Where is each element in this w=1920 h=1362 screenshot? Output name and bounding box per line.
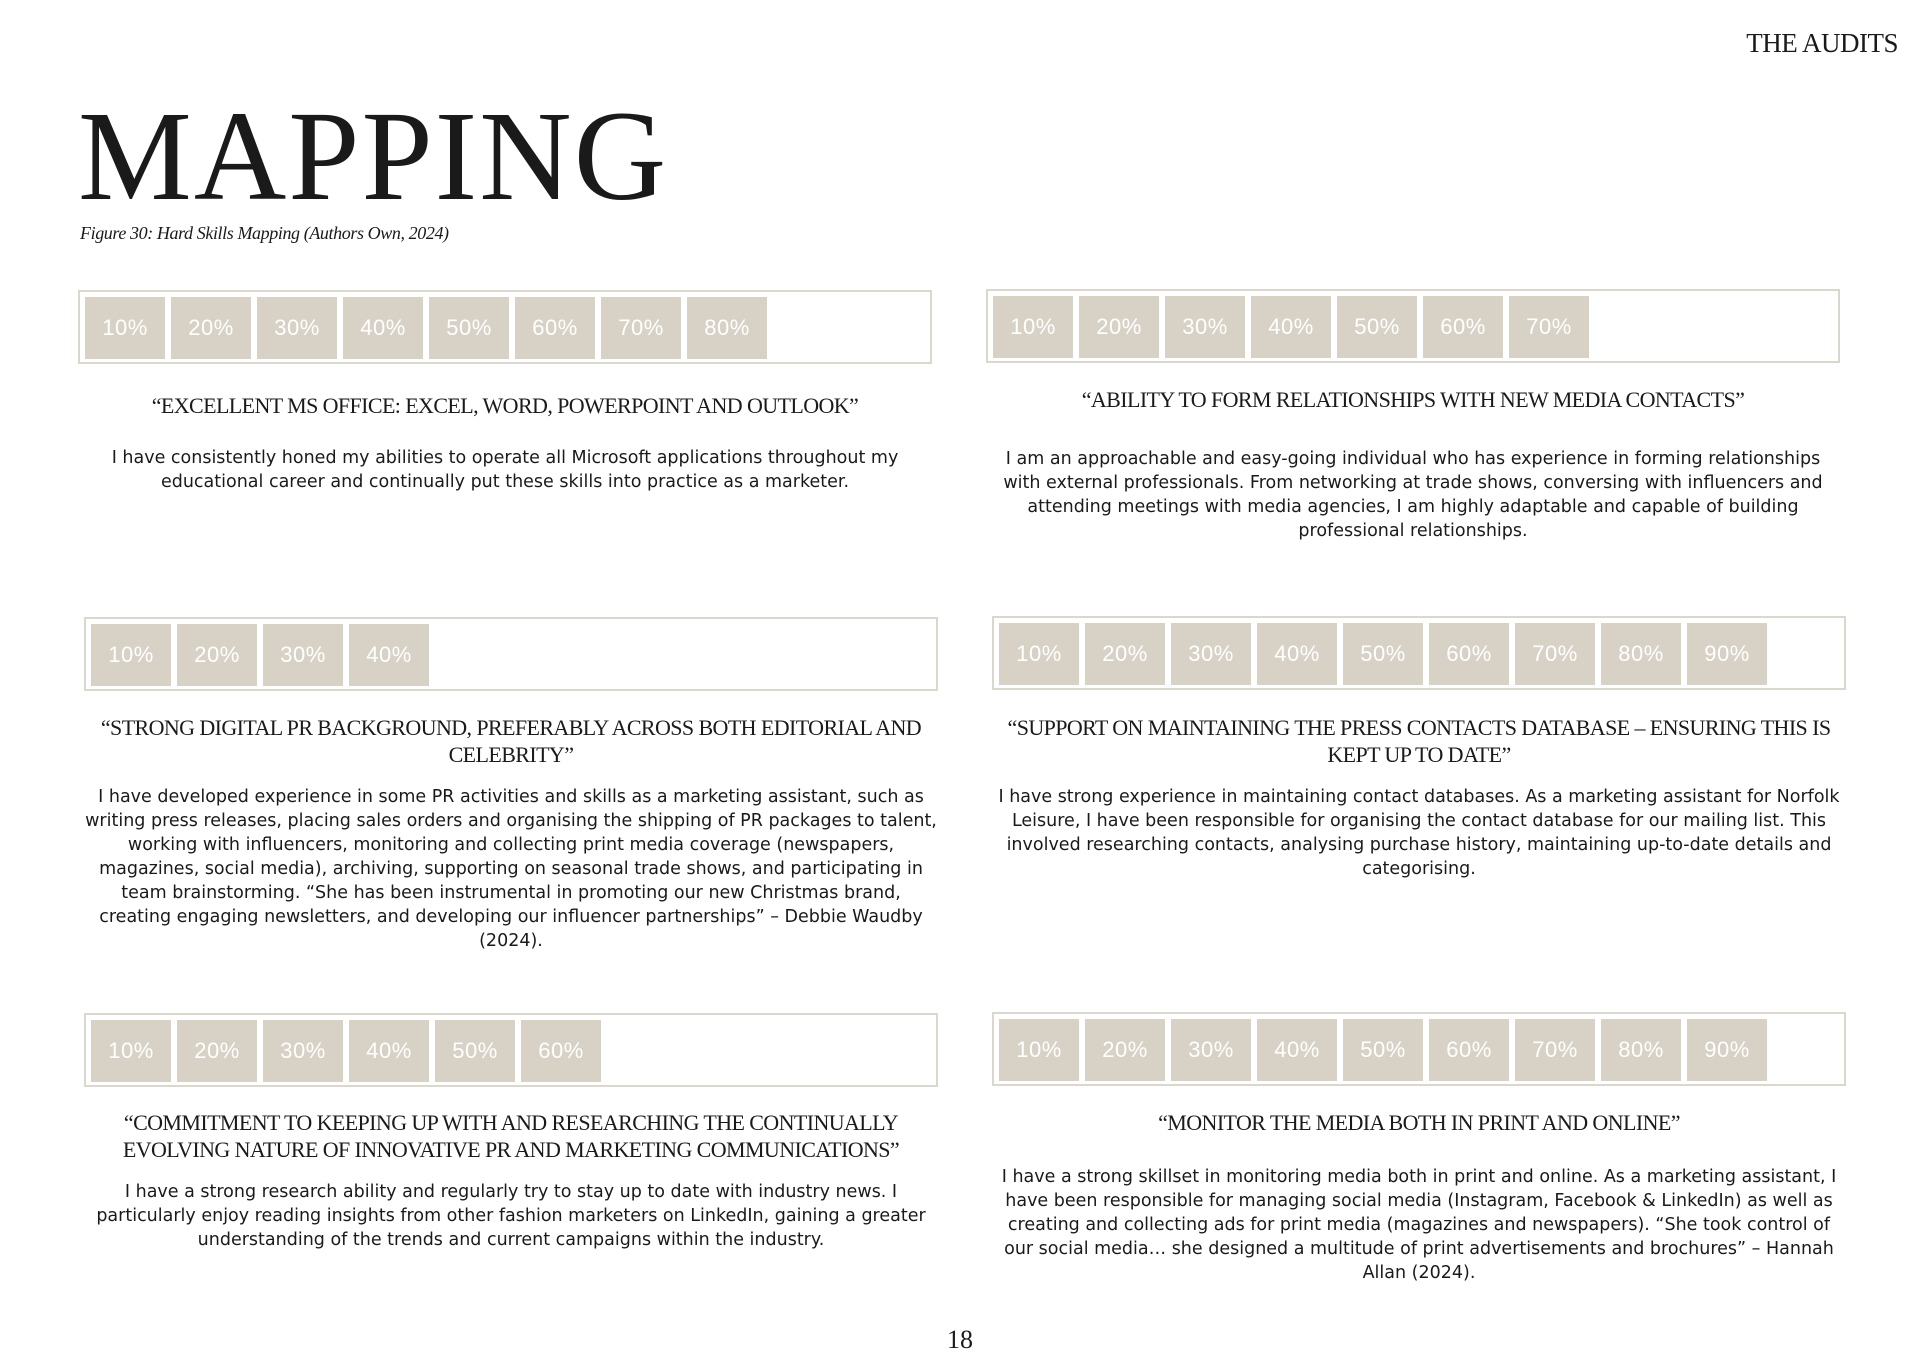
- skill-title: “STRONG DIGITAL PR BACKGROUND, PREFERABLY ACROSS BOTH EDITORIAL AND CELEBRITY”: [100, 715, 922, 767]
- skill-level-bar: [84, 617, 938, 691]
- skill-level-segment: 60%: [515, 297, 595, 359]
- skill-level-segment: 30%: [263, 1020, 343, 1082]
- skill-title: “ABILITY TO FORM RELATIONSHIPS WITH NEW MEDIA CONTACTS”: [1081, 387, 1745, 412]
- skill-level-segment: 60%: [1423, 296, 1503, 358]
- skill-level-segment: 90%: [1687, 1019, 1767, 1081]
- skill-level-segment: 20%: [1085, 623, 1165, 685]
- skill-level-segment: 10%: [91, 1020, 171, 1082]
- skill-level-segment: 20%: [1085, 1019, 1165, 1081]
- skill-description: I have a strong research ability and regularly try to stay up to date with industry news. I particularly enjoy reading insights from other fashion marketers on LinkedIn, gaining a greater understanding of the trends and current campaigns within the industry.: [96, 1182, 926, 1250]
- skill-level-segment: 20%: [1079, 296, 1159, 358]
- skill-level-segment: 50%: [1343, 623, 1423, 685]
- skill-level-segment: 70%: [1515, 623, 1595, 685]
- skill-description: I have strong experience in maintaining contact databases. As a marketing assistant for Norfolk Leisure, I have been responsible for organising the contact database for our mailing list. This involved researching contacts, analysing purchase history, maintaining up-to-date details and categorising.: [998, 787, 1840, 879]
- skill-level-segment: 60%: [1429, 623, 1509, 685]
- skill-level-segment: 70%: [601, 297, 681, 359]
- skill-level-segment: 80%: [1601, 623, 1681, 685]
- skill-card-press-contacts: [992, 616, 1846, 881]
- skill-card-digital-pr: [84, 617, 938, 953]
- skill-level-segment: 60%: [1429, 1019, 1509, 1081]
- skill-level-segment: 40%: [1257, 623, 1337, 685]
- skill-level-segment: 40%: [343, 297, 423, 359]
- skill-level-segment: 20%: [171, 297, 251, 359]
- skill-card-ms-office: [78, 290, 932, 494]
- skill-description: I have consistently honed my abilities to operate all Microsoft applications throughout my educational career and continually put these skills into practice as a marketer.: [111, 448, 899, 492]
- skill-level-segment: 10%: [999, 1019, 1079, 1081]
- skill-level-segment: 50%: [1343, 1019, 1423, 1081]
- skill-level-segment: 20%: [177, 1020, 257, 1082]
- skill-level-segment: 90%: [1687, 623, 1767, 685]
- section-label: THE AUDITS: [1746, 28, 1898, 58]
- skill-level-segment: 10%: [999, 623, 1079, 685]
- skill-level-segment: 30%: [1171, 1019, 1251, 1081]
- skill-level-bar: [986, 289, 1840, 363]
- skill-level-segment: 80%: [687, 297, 767, 359]
- skill-level-segment: 30%: [1171, 623, 1251, 685]
- skill-level-bar: [992, 616, 1846, 690]
- skill-description: I am an approachable and easy-going individual who has experience in forming relationships with external professionals. From networking at trade shows, conversing with influencers and attending meetings with media agencies, I am highly adaptable and capable of building professional relationships.: [1003, 449, 1823, 541]
- skill-level-segment: 40%: [1257, 1019, 1337, 1081]
- skill-level-segment: 30%: [257, 297, 337, 359]
- skill-title: “SUPPORT ON MAINTAINING THE PRESS CONTACTS DATABASE – ENSURING THIS IS KEPT UP TO DATE”: [1007, 715, 1831, 767]
- skill-level-segment: 30%: [1165, 296, 1245, 358]
- skill-card-pr-research: [84, 1013, 938, 1252]
- skill-title: “COMMITMENT TO KEEPING UP WITH AND RESEARCHING THE CONTINUALLY EVOLVING NATURE OF INNOVATIVE PR AND MARKETING COMMUNICATIONS”: [122, 1110, 900, 1162]
- skill-description: I have a strong skillset in monitoring media both in print and online. As a marketing assistant, I have been responsible for managing social media (Instagram, Facebook & LinkedIn) as well as creating and collecting ads for print media (magazines and newspapers). “She took control of our social media… she designed a multitude of print advertisements and brochures” – Hannah Allan (2024).: [1001, 1167, 1837, 1283]
- skill-level-bar: [78, 290, 932, 364]
- skill-level-segment: 50%: [429, 297, 509, 359]
- skill-level-segment: 70%: [1509, 296, 1589, 358]
- skill-description: I have developed experience in some PR activities and skills as a marketing assistant, such as writing press releases, placing sales orders and organising the shipping of PR packages to talent, working with influencers, monitoring and collecting print media coverage (newspapers, magazines, social media), archiving, supporting on seasonal trade shows, and participating in team brainstorming. “She has been instrumental in promoting our new Christmas brand, creating engaging newsletters, and developing our influencer partnerships” – Debbie Waudby (2024).: [85, 787, 937, 951]
- skill-level-segment: 50%: [435, 1020, 515, 1082]
- skill-level-segment: 10%: [85, 297, 165, 359]
- skill-level-segment: 10%: [91, 624, 171, 686]
- skill-level-segment: 20%: [177, 624, 257, 686]
- skill-level-segment: 40%: [349, 1020, 429, 1082]
- skill-level-bar: [84, 1013, 938, 1087]
- skill-level-segment: 40%: [1251, 296, 1331, 358]
- skill-title: “EXCELLENT MS OFFICE: EXCEL, WORD, POWERPOINT AND OUTLOOK”: [151, 393, 859, 418]
- skill-card-media-monitoring: [992, 1012, 1846, 1285]
- skill-level-segment: 30%: [263, 624, 343, 686]
- skill-level-segment: 80%: [1601, 1019, 1681, 1081]
- skill-level-segment: 10%: [993, 296, 1073, 358]
- page-number: 18: [947, 1325, 973, 1354]
- skill-title: “MONITOR THE MEDIA BOTH IN PRINT AND ONLINE”: [1158, 1110, 1680, 1135]
- skill-level-segment: 50%: [1337, 296, 1417, 358]
- skill-level-segment: 40%: [349, 624, 429, 686]
- skill-level-segment: 70%: [1515, 1019, 1595, 1081]
- skill-card-media-relationships: [986, 289, 1840, 543]
- skill-level-bar: [992, 1012, 1846, 1086]
- figure-caption: Figure 30: Hard Skills Mapping (Authors Own, 2024): [80, 223, 449, 243]
- page-title: MAPPING: [78, 85, 669, 227]
- skill-level-segment: 60%: [521, 1020, 601, 1082]
